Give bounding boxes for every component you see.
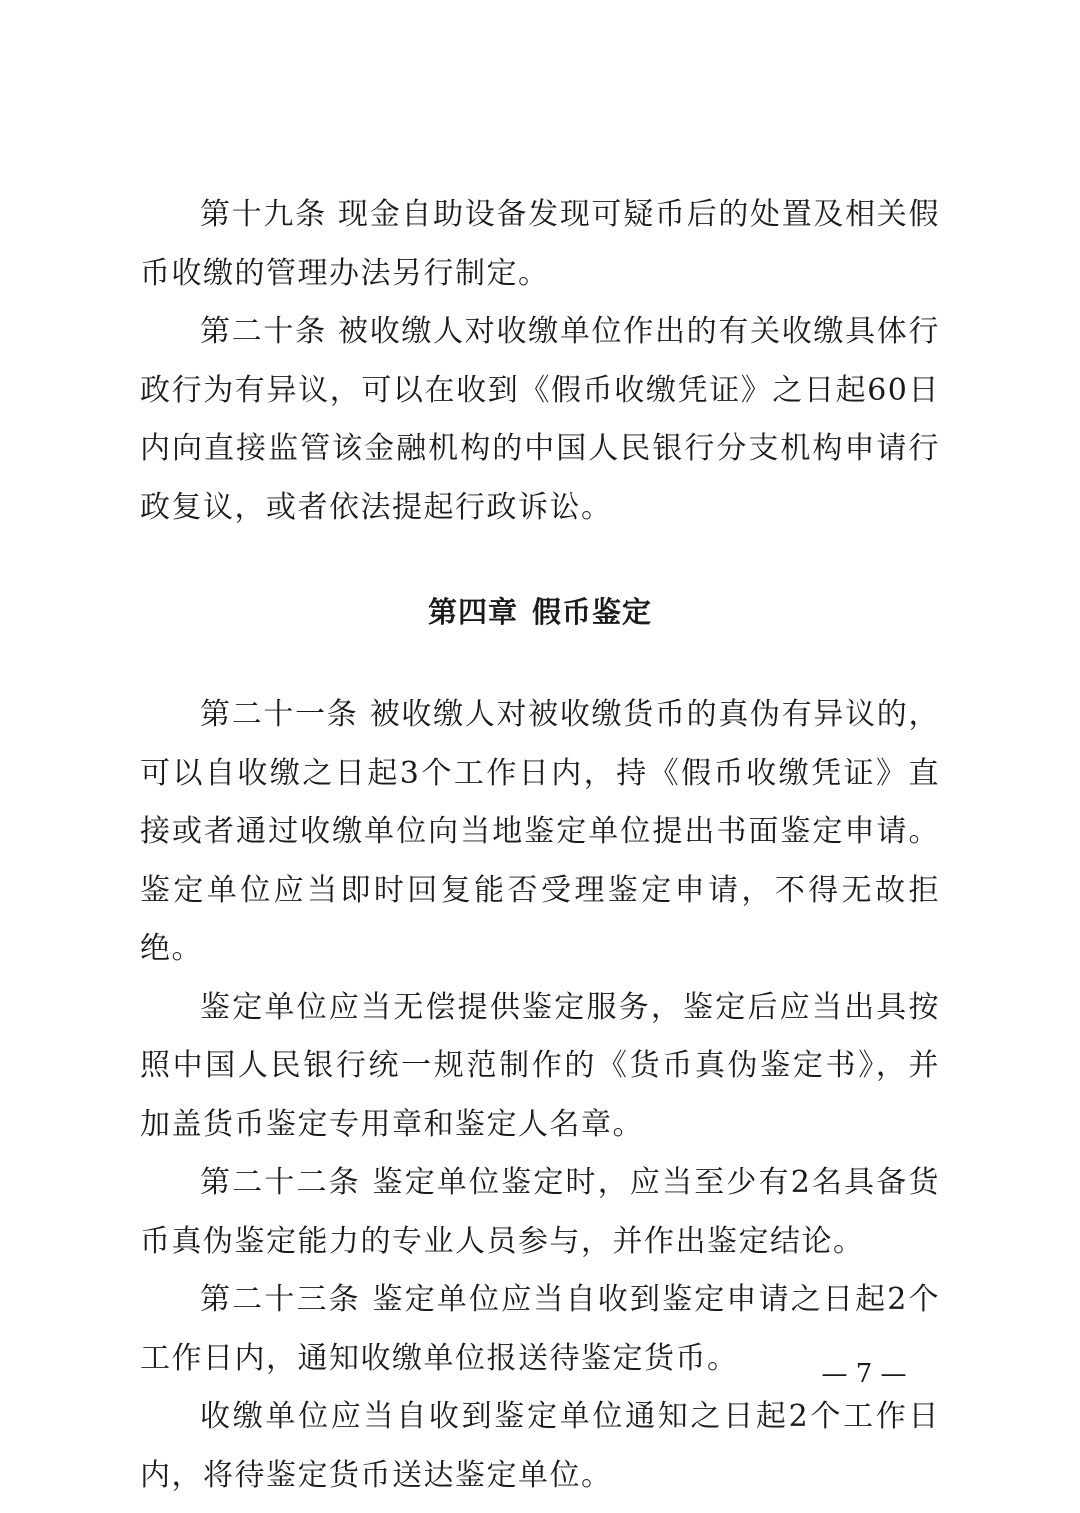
document-body <box>140 186 940 1505</box>
article-22-paragraph: 第二十二条 鉴定单位鉴定时，应当至少有2名具备货币真伪鉴定能力的专业人员参与，并作出鉴定结论。 <box>140 1165 940 1259</box>
page-number: — 7 — <box>821 1359 907 1389</box>
article-21-continuation-paragraph: 鉴定单位应当无偿提供鉴定服务，鉴定后应当出具按照中国人民银行统一规范制作的《货币真伪鉴定书》，并加盖货币鉴定专用章和鉴定人名章。 <box>140 989 940 1142</box>
article-23-paragraph: 第二十三条 鉴定单位应当自收到鉴定申请之日起2个工作日内，通知收缴单位报送待鉴定货币。 <box>140 1282 940 1376</box>
article-20-paragraph: 第二十条 被收缴人对收缴单位作出的有关收缴具体行政行为有异议，可以在收到《假币收缴凭证》之日起60日内向直接监管该金融机构的中国人民银行分支机构申请行政复议，或者依法提起行政诉讼。 <box>140 314 940 525</box>
chapter-heading <box>140 583 940 641</box>
article-23-continuation-paragraph: 收缴单位应当自收到鉴定单位通知之日起2个工作日内，将待鉴定货币送达鉴定单位。 <box>140 1399 940 1493</box>
chapter-number: 第四章 <box>427 595 518 629</box>
article-19-paragraph: 第十九条 现金自助设备发现可疑币后的处置及相关假币收缴的管理办法另行制定。 <box>140 197 940 291</box>
article-21-paragraph: 第二十一条 被收缴人对被收缴货币的真伪有异议的，可以自收缴之日起3个工作日内，持《假币收缴凭证》直接或者通过收缴单位向当地鉴定单位提出书面鉴定申请。鉴定单位应当即时回复能否受理鉴定申请，不得无故拒绝。 <box>140 697 940 966</box>
chapter-title: 假币鉴定 <box>532 595 653 629</box>
